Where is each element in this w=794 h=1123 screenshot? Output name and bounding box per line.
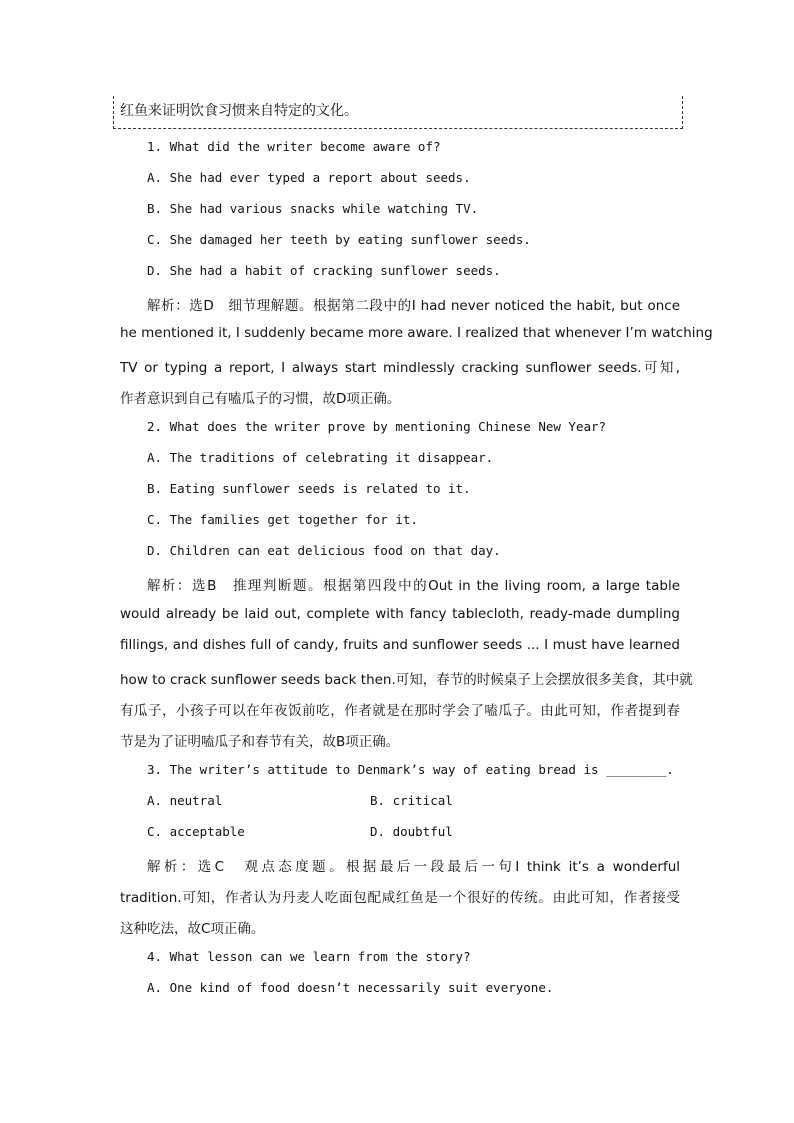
continued-text-box [113, 96, 683, 129]
continued-text: 红鱼来证明饮食习惯来自特定的文化。 [120, 103, 358, 119]
question-3-option-a: A. neutral [147, 793, 223, 808]
question-2-analysis-line: fillings, and dishes full of candy, fruits and sunflower seeds ... I must have learned [120, 637, 680, 653]
question-2-option-c: C. The families get together for it. [147, 512, 418, 527]
question-4-option-a: A. One kind of food doesn’t necessarily suit everyone. [147, 980, 554, 995]
question-1-option-a: A. She had ever typed a report about seeds. [147, 170, 471, 185]
question-2-analysis-line: 解析：选B 推理判断题。根据第四段中的Out in the living room, a large table [147, 578, 680, 594]
question-2-analysis-line: 节是为了证明嗑瓜子和春节有关，故B项正确。 [120, 734, 400, 750]
question-1-option-b: B. She had various snacks while watching TV. [147, 201, 479, 216]
question-1-option-c: C. She damaged her teeth by eating sunflower seeds. [147, 232, 531, 247]
question-3-analysis-line: 解析：选C 观点态度题。根据最后一段最后一句I think it’s a wonderful [147, 859, 680, 875]
question-1-analysis-line: 作者意识到自己有嗑瓜子的习惯，故D项正确。 [120, 391, 401, 407]
question-3-options-row-1 [147, 793, 680, 808]
question-3-option-d: D. doubtful [370, 824, 453, 839]
question-3-option-c: C. acceptable [147, 824, 245, 839]
question-1-stem: 1. What did the writer become aware of? [147, 139, 441, 154]
question-2-option-a: A. The traditions of celebrating it disappear. [147, 450, 494, 465]
question-1-analysis-line: he mentioned it, I suddenly became more aware. I realized that whenever I’m watching [120, 325, 713, 341]
question-2-analysis-line: how to crack sunflower seeds back then.可知，春节的时候桌子上会摆放很多美食，其中就 [120, 672, 693, 688]
question-3-analysis-line: 这种吃法，故C项正确。 [120, 921, 265, 937]
question-2-option-b: B. Eating sunflower seeds is related to it. [147, 481, 471, 496]
question-2-analysis-line: 有瓜子，小孩子可以在年夜饭前吃，作者就是在那时学会了嗑瓜子。由此可知，作者提到春 [120, 703, 680, 719]
question-4-stem: 4. What lesson can we learn from the story? [147, 949, 471, 964]
question-3-options-row-2 [147, 824, 680, 839]
question-3-analysis-line: tradition.可知，作者认为丹麦人吃面包配咸红鱼是一个很好的传统。由此可知，作者接受 [120, 890, 680, 906]
question-2-stem: 2. What does the writer prove by mentioning Chinese New Year? [147, 419, 607, 434]
question-2-option-d: D. Children can eat delicious food on that day. [147, 543, 501, 558]
question-1-option-d: D. She had a habit of cracking sunflower seeds. [147, 263, 501, 278]
question-3-option-b: B. critical [370, 793, 453, 808]
question-3-stem: 3. The writer’s attitude to Denmark’s way of eating bread is ________. [147, 762, 674, 777]
question-2-analysis-line: would already be laid out, complete with fancy tablecloth, ready-made dumpling [120, 606, 680, 622]
question-1-analysis-line: TV or typing a report, I always start mindlessly cracking sunflower seeds.可知, [120, 360, 680, 376]
question-1-analysis-line: 解析：选D 细节理解题。根据第二段中的I had never noticed the habit, but once [147, 298, 680, 314]
